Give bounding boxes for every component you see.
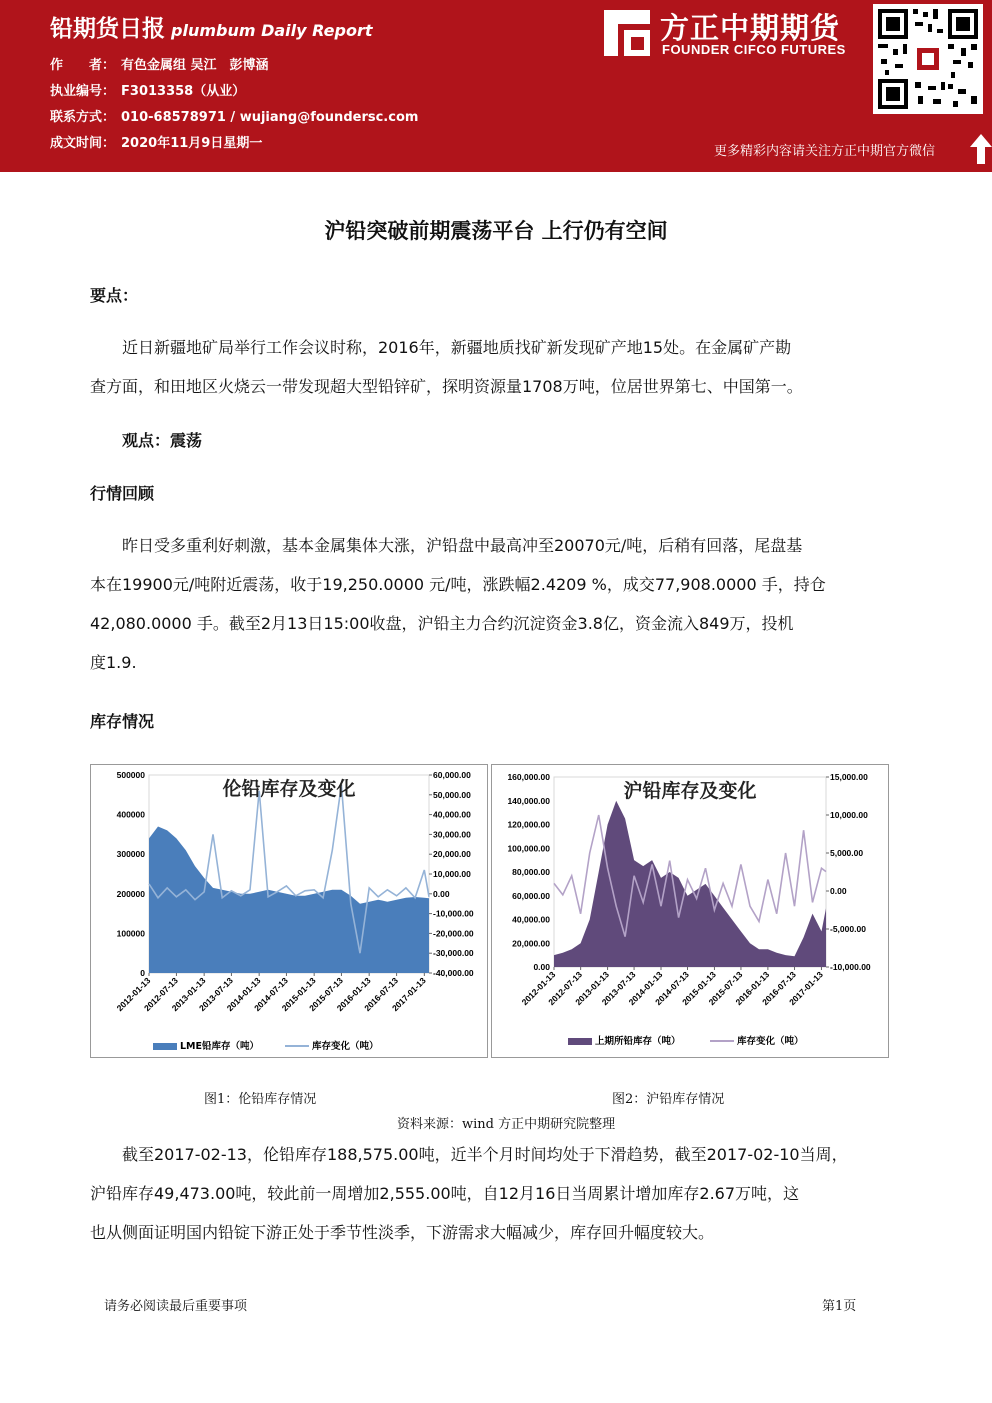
y-right-tick-label: -20,000.00 <box>433 928 474 939</box>
y-right-tick-label: 15,000.00 <box>830 772 868 782</box>
author-label: 作 者： <box>50 58 116 73</box>
y-left-tick-label: 160,000.00 <box>507 772 550 782</box>
x-tick-label: 2014-07-13 <box>252 975 290 1014</box>
y-left-tick-label: 0 <box>140 968 145 978</box>
y-right-tick-label: 10,000.00 <box>830 810 868 820</box>
inventory-heading: 库存情况 <box>90 712 155 731</box>
lme-inventory-chart-svg <box>91 765 487 1057</box>
x-tick-label: 2015-01-13 <box>279 975 318 1014</box>
x-tick-label: 2017-01-13 <box>787 969 825 1008</box>
y-left-tick-label: 0.00 <box>533 962 550 972</box>
y-right-tick-label: 30,000.00 <box>433 829 471 840</box>
x-tick-label: 2013-01-13 <box>169 975 208 1014</box>
y-right-tick-label: -30,000.00 <box>433 948 474 959</box>
brand-name-cn: 方正中期期货 <box>660 11 841 45</box>
x-tick-label: 2015-07-13 <box>307 975 345 1014</box>
legend-label-change: 库存变化（吨） <box>312 1041 379 1052</box>
review-line: 本在19900元/吨附近震荡，收于19,250.0000 元/吨，涨跌幅2.4209 %，成交77,908.0000 手，持仓 <box>90 575 826 594</box>
x-tick-label: 2014-01-13 <box>626 969 665 1008</box>
x-tick-label: 2015-01-13 <box>680 969 718 1008</box>
x-tick-label: 2012-07-13 <box>142 975 180 1014</box>
x-tick-label: 2016-01-13 <box>733 969 772 1008</box>
review-paragraph <box>90 526 904 682</box>
review-line: 昨日受多重利好刺激，基本金属集体大涨，沪铅盘中最高冲至20070元/吨，后稍有回落，尾盘基 <box>90 536 803 555</box>
report-header <box>0 0 992 172</box>
report-title-en: plumbum Daily Report <box>171 21 373 40</box>
y-right-tick-label: -5,000.00 <box>830 924 866 934</box>
y-left-tick-label: 400000 <box>116 809 145 820</box>
page-number: 第1页 <box>822 1299 857 1314</box>
license-line <box>50 80 245 99</box>
date-value: 2020年11月9日星期一 <box>121 136 263 151</box>
legend-swatch-inventory <box>568 1038 592 1045</box>
x-tick-label: 2016-07-13 <box>362 975 401 1014</box>
chart-title: 伦铅库存及变化 <box>222 778 356 800</box>
x-tick-label: 2017-01-13 <box>389 975 428 1014</box>
x-tick-label: 2015-07-13 <box>706 969 745 1008</box>
y-left-tick-label: 60,000.00 <box>512 890 550 901</box>
source-note: 资料来源：wind 方正中期研究院整理 <box>397 1117 616 1132</box>
y-left-tick-label: 500000 <box>116 770 145 780</box>
shfe-inventory-chart-svg <box>492 765 888 1057</box>
legend-swatch-inventory <box>153 1043 177 1050</box>
x-tick-label: 2013-07-13 <box>197 975 235 1014</box>
license-value: F3013358（从业） <box>121 84 246 99</box>
lme-inventory-chart <box>90 764 488 1058</box>
author-value: 有色金属组 吴江 彭博涵 <box>121 58 269 73</box>
y-right-tick-label: 20,000.00 <box>433 849 471 860</box>
closing-line: 也从侧面证明国内铅锭下游正处于季节性淡季，下游需求大幅减少，库存回升幅度较大。 <box>90 1223 715 1242</box>
report-title-cn: 铅期货日报 <box>50 16 165 42</box>
closing-line: 截至2017-02-13，伦铅库存188,575.00吨，近半个月时间均处于下滑趋势，截至2017-02-10当周， <box>90 1145 848 1164</box>
y-right-tick-label: -40,000.00 <box>433 968 474 978</box>
article-title: 沪铅突破前期震荡平台 上行仍有空间 <box>324 219 668 243</box>
legend-label-change: 库存变化（吨） <box>737 1036 804 1047</box>
legend-label-inventory: 上期所铅库存（吨） <box>595 1036 681 1047</box>
x-tick-label: 2014-01-13 <box>224 975 263 1014</box>
y-left-tick-label: 80,000.00 <box>512 867 550 877</box>
y-right-tick-label: 0.00 <box>433 888 450 899</box>
y-right-tick-label: -10,000.00 <box>433 908 474 919</box>
keypoints-line: 近日新疆地矿局举行工作会议时称，2016年，新疆地质找矿新发现矿产地15处。在金属矿产勘 <box>90 338 792 357</box>
y-right-tick-label: 10,000.00 <box>433 869 471 879</box>
x-tick-label: 2012-01-13 <box>114 975 153 1014</box>
x-tick-label: 2016-07-13 <box>760 969 798 1008</box>
author-line <box>50 54 269 73</box>
y-right-tick-label: 5,000.00 <box>830 848 864 858</box>
keypoints-line: 查方面，和田地区火烧云一带发现超大型铅锌矿，探明资源量1708万吨，位居世界第七、中国第一。 <box>90 377 803 396</box>
brand-name-en: FOUNDER CIFCO FUTURES <box>662 42 846 57</box>
license-label: 执业编号： <box>50 84 116 99</box>
x-tick-label: 2013-01-13 <box>573 969 611 1008</box>
review-heading: 行情回顾 <box>90 484 155 503</box>
keypoints-paragraph <box>90 328 904 406</box>
y-right-tick-label: 0.00 <box>830 886 847 896</box>
y-left-tick-label: 20,000.00 <box>512 938 550 949</box>
y-left-tick-label: 200000 <box>116 888 145 899</box>
y-right-tick-label: 50,000.00 <box>433 789 471 800</box>
x-tick-label: 2012-01-13 <box>519 969 558 1008</box>
figure1-caption: 图1：伦铅库存情况 <box>204 1092 317 1107</box>
y-left-tick-label: 140,000.00 <box>507 795 550 806</box>
contact-label: 联系方式： <box>50 110 116 125</box>
review-line: 42,080.0000 手。截至2月13日15:00收盘，沪铅主力合约沉淀资金3.8亿，资金流入849万，投机 <box>90 614 794 633</box>
y-right-tick-label: 60,000.00 <box>433 770 471 780</box>
report-title <box>50 10 373 43</box>
closing-paragraph <box>90 1135 904 1252</box>
y-left-tick-label: 100000 <box>116 928 145 939</box>
arrow-up-icon <box>970 134 992 164</box>
x-tick-label: 2013-07-13 <box>599 969 638 1008</box>
contact-line <box>50 106 418 125</box>
chart-title: 沪铅库存及变化 <box>623 780 757 802</box>
y-left-tick-label: 100,000.00 <box>507 843 550 854</box>
figure2-caption: 图2：沪铅库存情况 <box>612 1092 725 1107</box>
y-left-tick-label: 40,000.00 <box>512 914 550 925</box>
y-left-tick-label: 300000 <box>116 849 145 860</box>
shfe-inventory-chart <box>491 764 889 1058</box>
closing-line: 沪铅库存49,473.00吨，较此前一周增加2,555.00吨，自12月16日当周累计增加库存2.67万吨，这 <box>90 1184 800 1203</box>
y-right-tick-label: 40,000.00 <box>433 809 471 820</box>
contact-value: 010-68578971 / wujiang@foundersc.com <box>121 110 419 125</box>
review-line: 度1.9. <box>90 653 137 672</box>
wechat-note: 更多精彩内容请关注方正中期官方微信 <box>714 144 936 159</box>
y-left-tick-label: 120,000.00 <box>507 819 550 830</box>
qr-code-icon <box>873 4 983 114</box>
x-tick-label: 2012-07-13 <box>546 969 585 1008</box>
y-right-tick-label: -10,000.00 <box>830 962 871 972</box>
keypoints-heading: 要点： <box>90 286 139 305</box>
x-tick-label: 2014-07-13 <box>653 969 691 1008</box>
brand-logo-icon <box>604 10 650 56</box>
x-tick-label: 2016-01-13 <box>334 975 373 1014</box>
legend-label-inventory: LME铅库存（吨） <box>180 1041 259 1052</box>
footer-notice: 请务必阅读最后重要事项 <box>104 1299 248 1314</box>
view-statement: 观点：震荡 <box>90 431 203 450</box>
date-line <box>50 132 262 151</box>
date-label: 成文时间： <box>50 136 116 151</box>
